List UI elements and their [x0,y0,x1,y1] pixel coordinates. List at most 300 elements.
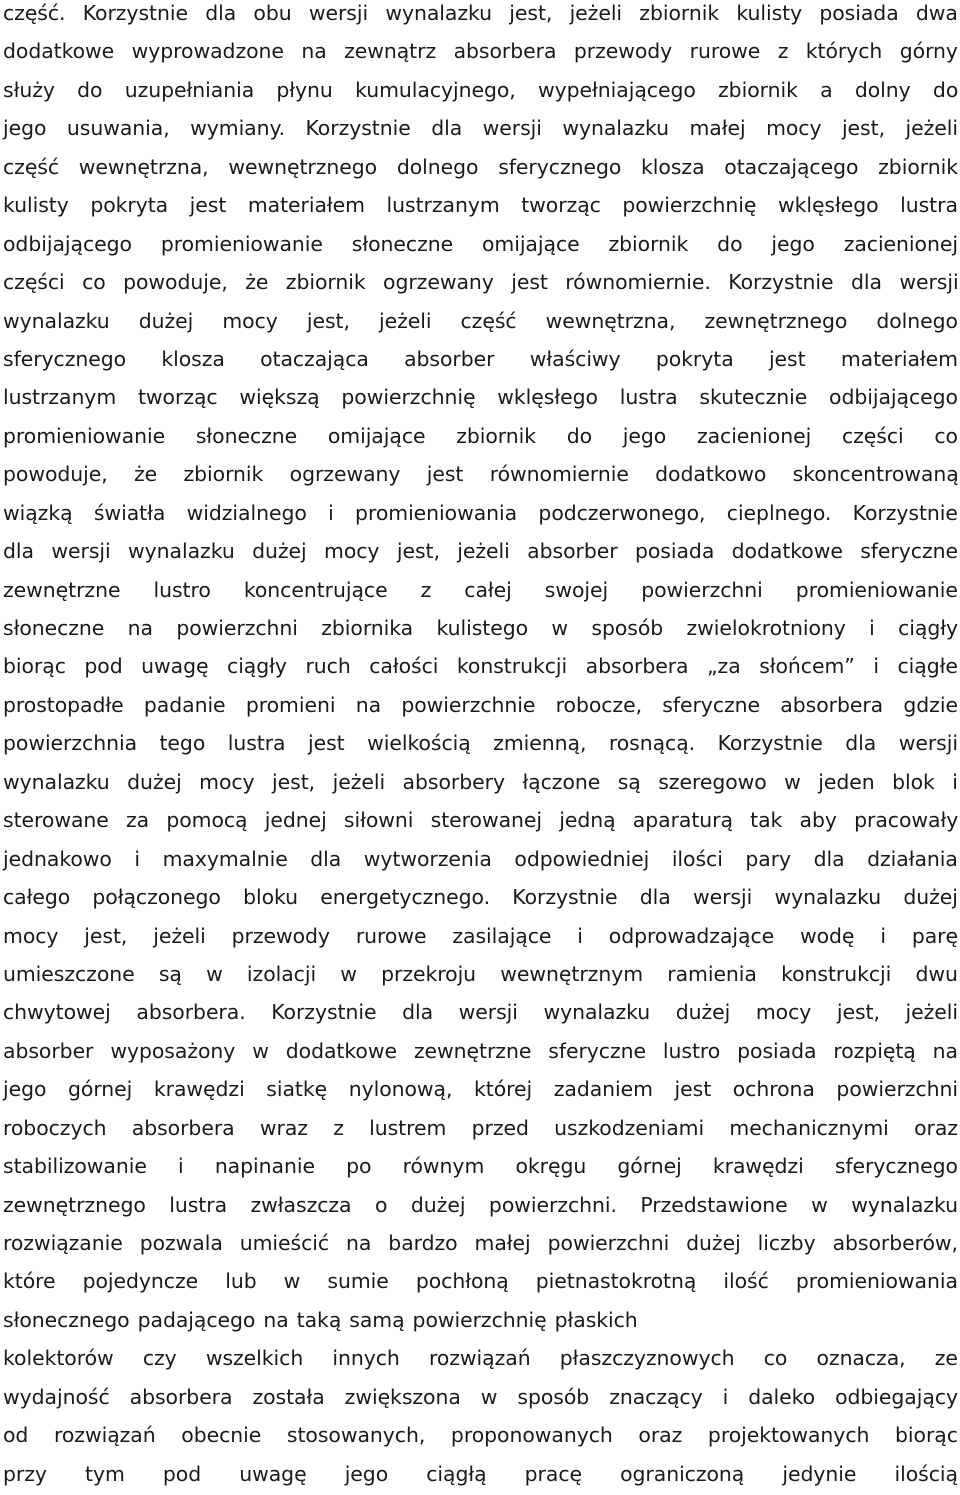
word: szeregowo [658,769,767,794]
text-line [3,148,958,186]
word: do [566,423,593,448]
word: rozwiązań [428,1346,531,1371]
word: zbiornik [183,462,264,487]
text-line [3,1378,958,1416]
word: a [820,77,833,102]
word: jeżeli [905,1000,958,1025]
word: bloku [243,885,299,910]
word: innych [332,1346,400,1371]
word: daleko [748,1384,816,1409]
word: jeżeli [457,539,510,564]
word: odbijającego [829,385,958,410]
word: uzupełniania [124,77,255,102]
word: za [125,808,150,833]
word: rosnącą. [608,731,696,756]
word: otaczająca [260,346,369,371]
text-line [3,1416,958,1454]
word: powoduje, [3,462,108,487]
word: część [460,308,517,333]
word: w [283,1269,301,1294]
word: z [420,577,432,602]
word: ilość [723,1269,769,1294]
word: mocy [755,1000,812,1025]
word: że [245,270,269,295]
word: gdzie [903,692,958,717]
word: wynalazku [3,308,110,333]
word: górnej [617,1154,682,1179]
word: i [873,654,879,679]
word: i [722,1384,729,1409]
word: Korzystnie [717,731,823,756]
word: powierzchni [836,1077,958,1102]
word: jest [768,346,806,371]
word: rozwiązań [53,1423,156,1448]
word: ograniczoną [620,1461,745,1486]
word: zbiornik [456,423,537,448]
word: powierzchnię [412,1307,547,1332]
word: zbiornika [321,616,414,640]
word: rozwiązanie [3,1231,123,1255]
text-line [3,494,958,532]
word: samą [349,1307,405,1332]
word: jest, [306,308,350,333]
word: sferycznego [3,346,127,371]
word: wewnętrznego [228,154,378,179]
word: górnej [68,1077,133,1102]
word: wynalazku [385,1,493,25]
word: jest, [509,1,553,25]
word: konstrukcji [781,961,892,986]
word: absorbera [131,1115,235,1140]
word: w [340,961,357,986]
word: dużej [675,1000,731,1025]
word: mocy [766,116,822,141]
word: posiada [737,1038,817,1063]
word: lustrzanym [386,193,500,218]
word: tego [159,731,206,756]
text-line [3,340,958,378]
word: zbiornik [285,270,366,295]
word: okręgu [515,1154,587,1179]
word: sferyczne [548,1038,646,1063]
word: promieni [245,692,336,717]
text-line [3,225,958,263]
word: powierzchnię [622,193,757,218]
word: skoncentrowaną [792,462,959,487]
word: biorąc [3,654,66,679]
word: górny [899,39,958,64]
word: zewnętrzne [413,1038,532,1063]
word: kolektorów [3,1346,114,1371]
word: promieniowanie [795,577,958,602]
word: jest, [84,923,128,948]
word: zwielokrotniony [686,616,846,640]
word: oraz [914,1115,958,1140]
word: jego [771,231,815,256]
word: odprowadzające [608,923,775,948]
word: dolnego [396,154,479,179]
word: rurowe [689,39,761,64]
word: wynalazku [128,539,235,564]
word: lustrem [369,1115,447,1140]
word: na [127,616,153,640]
word: promieniowanie [160,231,323,256]
word: ochrona [732,1077,815,1102]
word: wersji [898,731,958,756]
word: słoneczne [195,423,298,448]
word: posiada [634,539,715,564]
text-line [3,1339,958,1377]
word: ogrzewany [383,270,494,295]
word: materiałem [840,346,958,371]
word: sterowanej [430,808,543,833]
word: części [841,423,904,448]
word: jest [426,462,464,487]
text-line [3,571,958,609]
word: siłowni [343,808,414,833]
word: i [328,500,334,525]
word: na [346,1231,372,1255]
word: zacienionej [696,423,812,448]
word: mocy [324,539,380,564]
word: pod [84,654,123,679]
word: tworząc [137,385,218,410]
word: wyprowadzone [131,39,284,64]
word: tak [750,808,783,833]
word: absorber [527,539,618,564]
word: krawędzi [712,1154,804,1179]
word: Korzystnie [852,500,958,525]
word: lustro [662,1038,721,1063]
word: przy [3,1461,47,1486]
word: i [869,616,875,640]
word: absorbery [402,769,505,794]
word: jego [622,423,667,448]
word: wersji [308,1,369,25]
word: promieniowanie [3,423,166,448]
word: czy [142,1346,177,1371]
word: biorąc [895,1423,958,1448]
word: promieniowania [355,500,518,525]
word: dużej [903,885,958,910]
word: dużej [252,539,307,564]
word: omijające [327,423,426,448]
word: zacienionej [843,231,958,256]
word: sferycznego [498,154,622,179]
word: Korzystnie [82,1,188,25]
word: do [77,77,103,102]
word: przed [471,1115,529,1140]
word: maxymalnie [162,846,288,871]
word: przewody [573,39,673,64]
word: napinanie [214,1154,315,1179]
word: mocy [222,308,278,333]
word: lustra [227,731,286,756]
text-line [3,840,958,878]
word: kumulacyjnego, [355,77,516,102]
word: przekroju [381,961,477,986]
word: kulistego [436,616,529,640]
word: kulisty [3,193,69,218]
word: jeden [818,769,875,794]
word: powierzchni [547,1231,670,1255]
word: zewnątrz [344,39,437,64]
word: małej [689,116,746,141]
text-line [3,763,958,801]
word: jeżeli [905,116,958,141]
word: co [763,1346,788,1371]
word: wraz [259,1115,308,1140]
word: od [3,1423,29,1448]
word: są [617,769,641,794]
word: płaskich [554,1307,638,1332]
word: słoneczne [3,616,105,640]
word: po [346,1154,372,1179]
word: mechanicznymi [729,1115,889,1140]
word: część [3,154,60,179]
word: z [777,39,789,64]
word: skutecznie [699,385,808,410]
text-line [3,0,958,32]
word: i [134,846,141,871]
word: równym [402,1154,485,1179]
word: większą [239,385,320,410]
word: dla [845,731,877,756]
word: równomiernie. [565,270,711,295]
word: dodatkowo [655,462,767,487]
word: zwiększona [344,1384,461,1409]
word: tworząc [521,193,601,218]
word: roboczych [3,1115,107,1140]
word: absorbera. [136,1000,246,1025]
word: jest, [396,539,440,564]
word: na [263,1307,289,1332]
word: z [333,1115,344,1140]
word: proponowanych [450,1423,613,1448]
word: omijające [481,231,580,256]
word: dużej [138,308,194,333]
word: wyposażony [110,1038,236,1063]
word: rozpiętą [833,1038,916,1063]
word: lustra [900,193,958,218]
word: parę [911,923,958,948]
word: usuwania, [66,116,170,141]
word: pomocą [166,808,248,833]
word: ciągłą [426,1461,487,1486]
word: zwłaszcza [250,1192,352,1217]
word: sferyczne [662,692,761,717]
word: lub [225,1269,257,1294]
word: mocy [3,923,59,948]
word: wydajność [3,1384,110,1409]
word: wypełniającego [538,77,696,102]
word: dodatkowe [285,1038,397,1063]
word: w [811,1192,828,1217]
word: lustrzanym [3,385,117,410]
text-line [3,917,958,955]
word: mocy [199,769,255,794]
word: klosza [161,346,225,371]
word: wewnętrzna, [545,308,676,333]
word: do [717,231,743,256]
word: Korzystnie [305,116,411,141]
word: działania [867,846,958,871]
word: jest, [272,769,316,794]
text-line [3,609,958,647]
text-line [3,71,958,109]
word: absorberów, [832,1231,958,1255]
word: że [134,462,158,487]
word: przewody [231,923,330,948]
word: wersji [458,1000,518,1025]
word: do [932,77,959,102]
word: pochłoną [415,1269,509,1294]
word: stosowanych, [286,1423,426,1448]
word: dla [310,846,342,871]
word: prostopadłe [3,692,124,717]
word: której [474,1077,533,1102]
word: płaszczyznowych [559,1346,735,1371]
word: jest, [836,1000,880,1025]
word: na [301,39,327,64]
word: i [880,923,886,948]
word: uwagę [239,1461,307,1486]
word: materiałem [247,193,365,218]
word: sposób [591,616,664,640]
text-line [3,378,958,416]
word: w [551,616,569,640]
word: w [784,769,801,794]
text-line [3,302,958,340]
text-line [3,1455,958,1493]
word: pod [162,1461,202,1486]
word: Korzystnie [271,1000,377,1025]
text-line [3,1262,958,1300]
word: aby [799,808,837,833]
word: absorbera [453,39,557,64]
word: wynalazku [851,1192,958,1217]
text-line [3,647,958,685]
word: swojej [544,577,609,602]
word: taką [296,1307,342,1332]
word: dużej [410,1192,466,1217]
text-line [3,1186,958,1224]
word: wersji [51,539,111,564]
word: pary [745,846,792,871]
text-line [3,1301,958,1339]
word: zbiornik [878,154,958,179]
text-line [3,1109,958,1147]
word: wewnętrznym [500,961,644,986]
text-line [3,1147,958,1185]
text-line [3,724,958,762]
word: jego [3,116,47,141]
word: które [3,1269,56,1294]
word: Korzystnie [512,885,618,910]
word: zewnętrznego [704,308,848,333]
word: absorbera [585,654,689,679]
text-line [3,1032,958,1070]
word: lustro [153,577,211,602]
word: ilości [671,846,723,871]
word: jest [307,731,345,756]
text-line [3,109,958,147]
word: jest [511,270,548,295]
text-line [3,417,958,455]
word: jest [189,193,227,218]
word: zmienną, [493,731,587,756]
word: dodatkowe [731,539,843,564]
word: wodę [799,923,855,948]
word: ze [934,1346,958,1371]
word: wielkością [367,731,471,756]
word: pracowały [854,808,959,833]
word: powierzchnia [3,731,138,756]
word: powierzchni. [488,1192,617,1217]
word: wersji [899,270,959,295]
word: w [252,1038,269,1063]
word: wklęsłego [497,385,598,410]
word: jedynie [782,1461,857,1486]
text-line [3,878,958,916]
word: blok [892,769,935,794]
word: na [932,1038,958,1063]
word: cieplnego. [726,500,832,525]
word: oraz [638,1423,683,1448]
word: łączone [522,769,601,794]
word: jego [344,1461,389,1486]
word: o [374,1192,388,1217]
text-line [3,455,958,493]
word: sumie [327,1269,389,1294]
word: słońcem” [759,654,855,679]
word: izolacji [246,961,317,986]
word: obu [253,1,292,25]
word: wszelkich [205,1346,304,1371]
word: powierzchnie [401,692,536,717]
word: i [952,769,958,794]
word: umieścić [239,1231,330,1255]
word: zbiornik [608,231,689,256]
text-line [3,1224,958,1262]
word: liczby [757,1231,816,1255]
word: jedną [559,808,616,833]
word: których [805,39,883,64]
word: uwagę [141,654,209,679]
word: dla [431,116,463,141]
word: dużej [686,1231,741,1255]
word: rurowe [355,923,427,948]
word: małej [474,1231,531,1255]
text-line [3,532,958,570]
word: część. [3,1,66,25]
word: krawędzi [153,1077,245,1102]
word: są [158,961,182,986]
word: dla [639,885,671,910]
word: dolny [854,77,911,102]
word: dwu [915,961,958,986]
word: lustra [169,1192,228,1217]
word: obecnie [181,1423,262,1448]
word: dla [813,846,845,871]
word: widzialnego [186,500,307,525]
word: absorbera [780,692,884,717]
word: jest [674,1077,712,1102]
word: na [355,692,382,717]
word: robocze, [555,692,643,717]
word: padającego [137,1307,256,1332]
word: Korzystnie [728,270,834,295]
